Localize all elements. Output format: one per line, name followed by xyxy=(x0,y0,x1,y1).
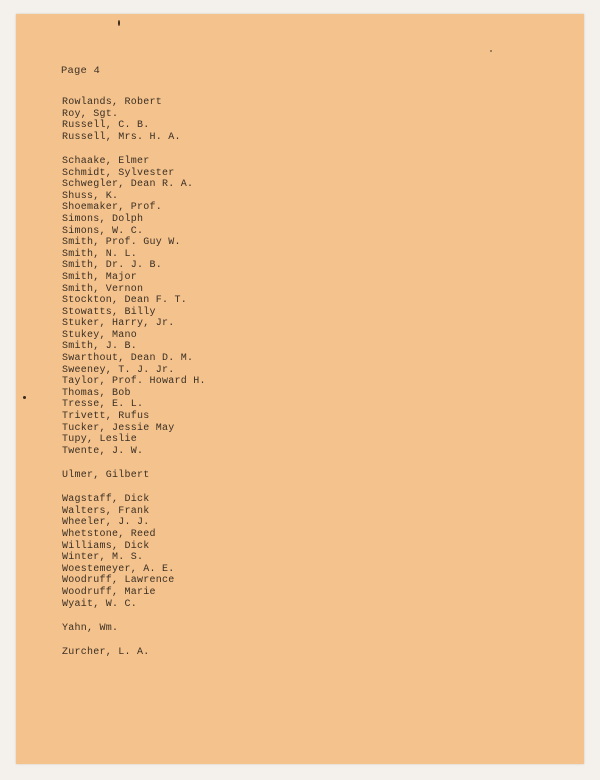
name-group-wrapper xyxy=(62,97,206,143)
name-entry: Swarthout, Dean D. M. xyxy=(62,353,194,365)
ink-speck xyxy=(23,396,26,399)
name-entry: Roy, Sgt. xyxy=(62,108,119,120)
name-group-z xyxy=(62,647,206,659)
name-entry: Woodruff, Marie xyxy=(62,586,156,598)
name-entry: Shoemaker, Prof. xyxy=(62,202,163,214)
name-entry: Shuss, K. xyxy=(62,190,119,202)
name-entry: Tucker, Jessie May xyxy=(62,422,175,434)
name-entry: Simons, W. C. xyxy=(62,225,144,237)
name-entry: Wagstaff, Dick xyxy=(62,494,150,506)
name-entry: Zurcher, L. A. xyxy=(62,646,150,658)
name-entry: Smith, Dr. J. B. xyxy=(62,260,163,272)
name-group-wrapper xyxy=(62,647,206,659)
name-entry: Woodruff, Lawrence xyxy=(62,575,175,587)
name-group-r xyxy=(62,97,206,143)
name-entry: Smith, Prof. Guy W. xyxy=(62,237,181,249)
name-entry: Walters, Frank xyxy=(62,505,150,517)
name-entry: Winter, M. S. xyxy=(62,552,144,564)
name-entry: Ulmer, Gilbert xyxy=(62,470,150,481)
name-entry: Schwegler, Dean R. A. xyxy=(62,179,194,191)
name-entry: Stockton, Dean F. T. xyxy=(62,295,188,307)
name-entry: Wyait, W. C. xyxy=(62,598,138,610)
name-group-wrapper xyxy=(62,156,206,457)
name-entry: Rowlands, Robert xyxy=(62,97,163,108)
name-entry: Twente, J. W. xyxy=(62,445,144,457)
name-entry: Smith, J. B. xyxy=(62,341,138,353)
name-group-wrapper xyxy=(62,623,206,635)
ink-speck xyxy=(118,20,120,26)
name-entry: Russell, C. B. xyxy=(62,120,150,132)
name-entry: Tupy, Leslie xyxy=(62,434,138,446)
name-entry: Russell, Mrs. H. A. xyxy=(62,131,181,143)
name-group-s xyxy=(62,156,206,457)
name-entry: Stuker, Harry, Jr. xyxy=(62,318,175,330)
name-list xyxy=(62,97,206,671)
ink-speck xyxy=(490,50,492,52)
name-entry: Smith, Major xyxy=(62,271,138,283)
name-entry: Trivett, Rufus xyxy=(62,411,150,423)
page-number-label: Page 4 xyxy=(61,65,101,77)
name-group-wrapper xyxy=(62,470,206,482)
name-group-y xyxy=(62,623,206,635)
name-entry: Whetstone, Reed xyxy=(62,528,156,540)
name-group-w xyxy=(62,494,206,610)
name-entry: Schaake, Elmer xyxy=(62,155,150,167)
name-entry: Stowatts, Billy xyxy=(62,306,156,318)
name-entry: Schmidt, Sylvester xyxy=(62,167,175,179)
name-entry: Taylor, Prof. Howard H. xyxy=(62,376,206,388)
name-entry: Sweeney, T. J. Jr. xyxy=(62,364,175,376)
name-group-wrapper xyxy=(62,494,206,610)
name-entry: Simons, Dolph xyxy=(62,213,144,225)
name-entry: Thomas, Bob xyxy=(62,387,131,399)
name-entry: Tresse, E. L. xyxy=(62,399,144,411)
name-group-u xyxy=(62,470,206,482)
name-entry: Woestemeyer, A. E. xyxy=(62,563,175,575)
name-entry: Stukey, Mano xyxy=(62,329,138,341)
name-entry: Smith, N. L. xyxy=(62,248,138,260)
name-entry: Wheeler, J. J. xyxy=(62,517,150,529)
name-entry: Williams, Dick xyxy=(62,540,150,552)
name-entry: Yahn, Wm. xyxy=(62,622,119,634)
name-entry: Smith, Vernon xyxy=(62,283,144,295)
